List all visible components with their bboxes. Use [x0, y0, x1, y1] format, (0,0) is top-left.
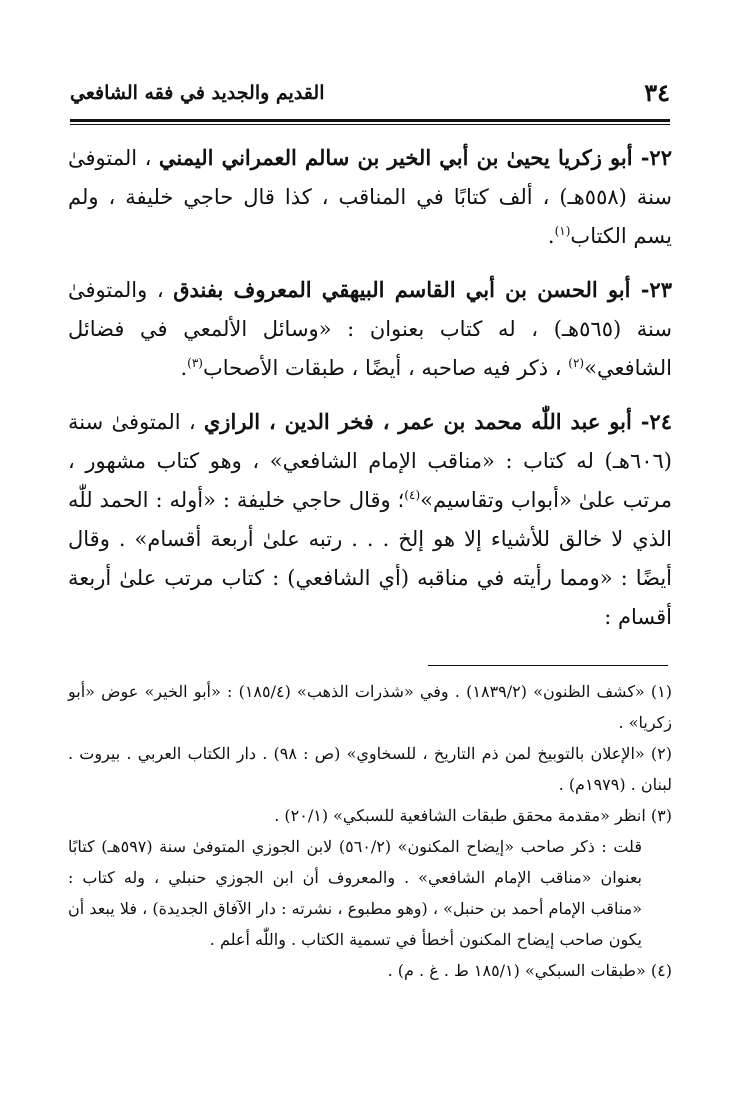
entry-text: ، المتوفىٰ سنة (٥٥٨هـ) ، ألف كتابًا في المناقب ، كذا قال حاجي خليفة ، ولم يسم الكتاب	[68, 146, 672, 248]
header-rule	[70, 119, 670, 122]
entry-text-continued: ؛ وقال حاجي خليفة : «أوله : الحمد للّٰه الذي لا خالق للأشياء إلا هو إلخ . . . رتبه علىٰ أربعة أقسام» . وقال أيضًا : «ومما رأيته في مناقبه (أي الشافعي) : كتاب مرتب علىٰ أربعة أقسام :	[68, 488, 672, 629]
entry-22	[68, 138, 672, 256]
entry-heading: ٢٣- أبو الحسن بن أبي القاسم البيهقي المعروف بفندق	[173, 277, 672, 302]
entry-end: .	[547, 224, 555, 248]
footnote-4: (٤) «طبقات السبكي» (١٨٥/١ ط . غ . م) .	[387, 961, 672, 980]
footnote-marker: (٢)	[568, 356, 585, 370]
entry-23	[68, 270, 672, 388]
footnote-3-continuation: قلت : ذكر صاحب «إيضاح المكنون» (٥٦٠/٢) لابن الجوزي المتوفىٰ سنة (٥٩٧هـ) كتابًا بعنوان «مناقب الإمام الشافعي» . والمعروف أن ابن الجوزي حنبلي ، وله كتاب : «مناقب الإمام أحمد بن حنبل» ، (وهو مطبوع ، نشرته : دار الآفاق الجديدة) ، فلا يبعد أن يكون صاحب إيضاح المكنون أخطأ في تسمية الكتاب . واللّٰه أعلم .	[68, 837, 642, 949]
main-text	[68, 138, 672, 651]
header-rule-thin	[70, 124, 670, 125]
entry-heading: ٢٤- أبو عبد اللّٰه محمد بن عمر ، فخر الدين ، الرازي	[203, 409, 672, 434]
page-header	[70, 78, 670, 114]
running-title: القديم والجديد في فقه الشافعي	[70, 82, 325, 104]
footnote-1: (١) «كشف الظنون» (١٨٣٩/٢) . وفي «شذرات الذهب» (١٨٥/٤) : «أبو الخير» عوض «أبو زكريا» .	[68, 682, 673, 732]
footnote-separator	[428, 665, 668, 666]
footnote-marker: (١)	[554, 224, 571, 238]
entry-24	[68, 402, 672, 637]
footnotes	[68, 676, 672, 986]
footnote-marker: (٣)	[187, 356, 203, 370]
entry-text-continued: ، ذكر فيه صاحبه ، أيضًا ، طبقات الأصحاب	[202, 356, 562, 380]
footnote-3: (٣) انظر «مقدمة محقق طبقات الشافعية للسبكي» (٢٠/١) .	[274, 806, 672, 825]
page-number: ٣٤	[644, 78, 670, 107]
entry-heading: ٢٢- أبو زكريا يحيىٰ بن أبي الخير بن سالم العمراني اليمني	[158, 145, 672, 170]
entry-end: .	[180, 356, 188, 380]
entry-text: ، المتوفىٰ سنة (٦٠٦هـ) له كتاب : «مناقب الإمام الشافعي» ، وهو كتاب مشهور ، مرتب علىٰ «أبواب وتقاسيم»	[68, 410, 672, 512]
entry-text: ، والمتوفىٰ سنة (٥٦٥هـ) ، له كتاب بعنوان : «وسائل الألمعي في فضائل الشافعي»	[68, 278, 672, 380]
footnote-2: (٢) «الإعلان بالتوبيخ لمن ذم التاريخ ، للسخاوي» (ص : ٩٨) . دار الكتاب العربي . بيروت . لبنان . (١٩٧٩م) .	[68, 744, 673, 794]
footnote-marker: (٤)	[404, 488, 421, 502]
